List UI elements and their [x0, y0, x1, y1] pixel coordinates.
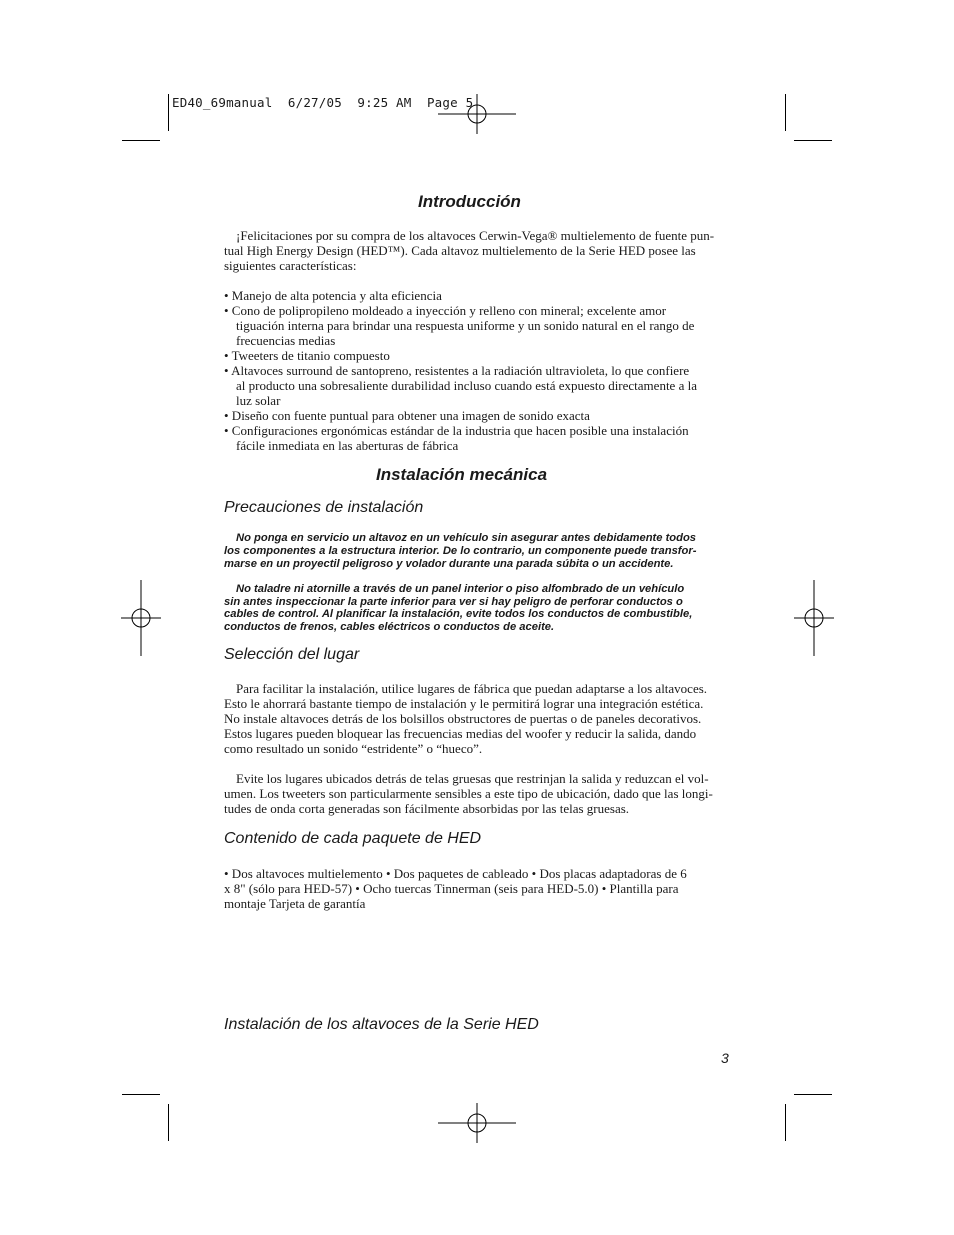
bullet-line: • Diseño con fuente puntual para obtener una imagen de sonido exacta: [224, 408, 590, 423]
text-line: montaje Tarjeta de garantía: [224, 896, 366, 911]
bullet-line: • Manejo de alta potencia y alta eficiencia: [224, 288, 442, 303]
text-line: los componentes a la estructura interior. De lo contrario, un componente puede transfor-: [224, 545, 697, 557]
bullet-line: • Cono de polipropileno moldeado a inyección y relleno con mineral; excelente amor: [224, 303, 667, 318]
text-line: x 8" (sólo para HED-57) • Ocho tuercas Tinnerman (seis para HED-5.0) • Plantilla para: [224, 881, 679, 896]
text-line: tual High Energy Design (HED™). Cada altavoz multielemento de la Serie HED posee las: [224, 243, 696, 258]
text-line: como resultado un sonido “estridente” o “hueco”.: [224, 741, 483, 756]
bullet-line: al producto una sobresaliente durabilidad incluso cuando está expuesto directamente a la: [236, 378, 697, 393]
bullet-line: • Tweeters de titanio compuesto: [224, 348, 390, 363]
heading-instalacion-mecanica: Instalación mecánica: [376, 465, 548, 484]
heading-precauciones: Precauciones de instalación: [224, 499, 424, 516]
bullet-line: fácile inmediata en las aberturas de fábrica: [236, 438, 459, 453]
text-line: cables de control. Al planificar la instalación, evite todos los conductos de combustible,: [224, 608, 693, 620]
text-line: Evite los lugares ubicados detrás de telas gruesas que restrinjan la salida y reduzcan el vol-: [236, 771, 709, 786]
text-line: No taladre ni atornille a través de un panel interior o piso alfombrado de un vehículo: [236, 583, 685, 595]
text-line: Estos lugares pueden bloquear las frecuencias medias del woofer y reducir la salida, dando: [224, 726, 697, 741]
text-line: ¡Felicitaciones por su compra de los altavoces Cerwin-Vega® multielemento de fuente pun-: [236, 228, 715, 243]
text-line: • Dos altavoces multielemento • Dos paquetes de cableado • Dos placas adaptadoras de 6: [224, 866, 687, 881]
text-line: siguientes características:: [224, 258, 357, 273]
text-line: Esto le ahorrará bastante tiempo de instalación y le permitirá lograr una integración estética.: [224, 696, 704, 711]
text-line: No instale altavoces detrás de los bolsillos obstructores de puertas o de paneles decorativos.: [224, 711, 702, 726]
registration-mark-left: [121, 580, 161, 656]
text-line: Para facilitar la instalación, utilice lugares de fábrica que puedan adaptarse a los altavoces.: [236, 681, 708, 696]
bullet-line: tiguación interna para brindar una respuesta uniforme y un sonido natural en el rango de: [236, 318, 695, 333]
print-slug: ED40_69manual 6/27/05 9:25 AM Page 5: [172, 95, 474, 110]
heading-seleccion-lugar: Selección del lugar: [224, 646, 360, 663]
text-line: tudes de onda corta generadas son fácilmente absorbidas por las telas gruesas.: [224, 801, 630, 816]
bullet-line: luz solar: [236, 393, 281, 408]
bullet-line: frecuencias medias: [236, 333, 336, 348]
heading-introduccion: Introducción: [418, 192, 521, 211]
text-line: sin antes inspeccionar la parte inferior para ver si hay peligro de perforar conductos o: [224, 596, 683, 608]
text-line: conductos de frenos, cables eléctricos o conductos de aceite.: [224, 621, 555, 633]
heading-instalacion-altavoces: Instalación de los altavoces de la Serie HED: [224, 1016, 539, 1033]
registration-mark-bottom: [438, 1103, 516, 1143]
heading-contenido-paquete: Contenido de cada paquete de HED: [224, 830, 482, 847]
bullet-line: • Configuraciones ergonómicas estándar de la industria que hacen posible una instalación: [224, 423, 689, 438]
registration-mark-right: [794, 580, 834, 656]
text-line: umen. Los tweeters son particularmente sensibles a este tipo de ubicación, dado que las longi-: [224, 786, 713, 801]
bullet-line: • Altavoces surround de santopreno, resistentes a la radiación ultravioleta, lo que confiere: [224, 363, 690, 378]
page-number: 3: [721, 1050, 729, 1066]
text-line: marse en un proyectil peligroso y volador durante una parada súbita o un accidente.: [224, 558, 674, 570]
text-line: No ponga en servicio un altavoz en un vehículo sin asegurar antes debidamente todos: [236, 532, 697, 544]
